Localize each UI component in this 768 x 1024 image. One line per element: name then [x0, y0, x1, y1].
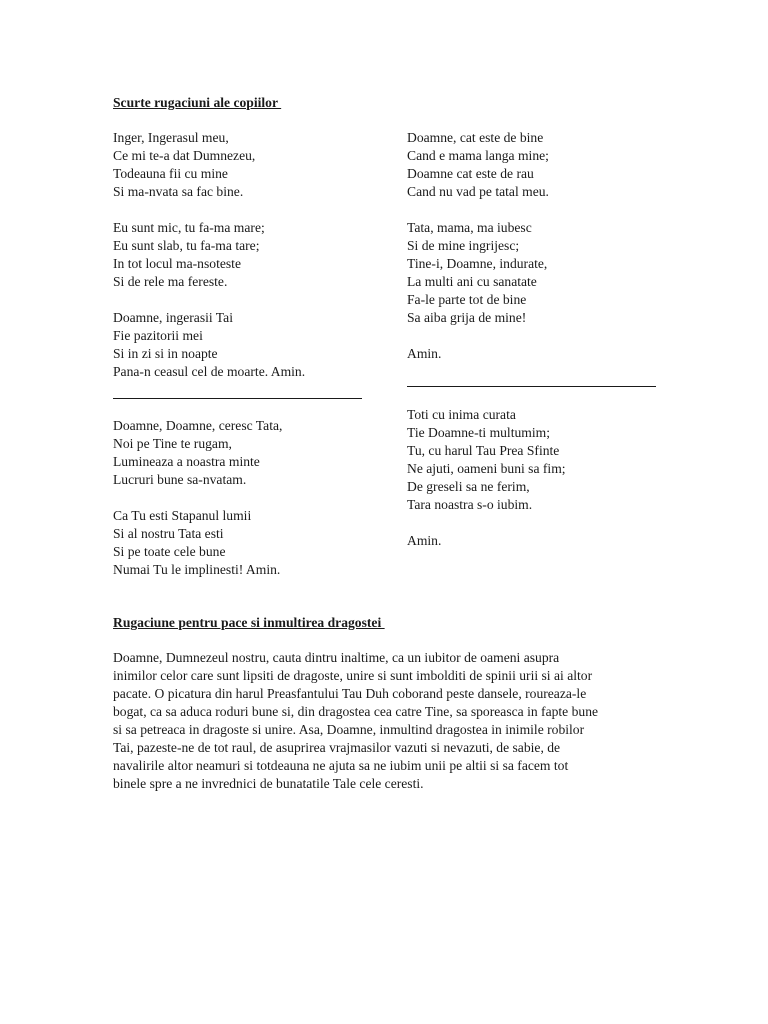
- verse-line: Tine-i, Doamne, indurate,: [407, 256, 548, 271]
- paragraph-line: Doamne, Dumnezeul nostru, cauta dintru inaltime, ca un iubitor de oameni asupra: [113, 650, 560, 665]
- verse-line: Lucruri bune sa-nvatam.: [113, 472, 247, 487]
- paragraph-line: bogat, ca sa aduca roduri bune si, din dragostea cea catre Tine, sa sporeasca in fapte bune: [113, 704, 599, 719]
- paragraph-line: si sa petreaca in dragoste si unire. Asa, Doamne, inmultind dragostea in inimile robilor: [113, 722, 585, 737]
- verse-line: Fie pazitorii mei: [113, 328, 203, 343]
- verse-line: Ca Tu esti Stapanul lumii: [113, 508, 252, 523]
- right-column-part1: [407, 129, 549, 363]
- verse-line: Amin.: [407, 533, 442, 548]
- blank-line: [407, 327, 549, 345]
- right-column-part2: [407, 406, 566, 550]
- blank-line: [113, 201, 305, 219]
- verse-line: Eu sunt slab, tu fa-ma tare;: [113, 238, 260, 253]
- verse-line: Si ma-nvata sa fac bine.: [113, 184, 244, 199]
- blank-line: [113, 291, 305, 309]
- right-column-divider: [407, 386, 656, 387]
- verse-line: Amin.: [407, 346, 442, 361]
- left-column-divider: [113, 398, 362, 399]
- verse-line: Ce mi te-a dat Dumnezeu,: [113, 148, 256, 163]
- blank-line: [407, 514, 566, 532]
- verse-line: In tot locul ma-nsoteste: [113, 256, 241, 271]
- paragraph-line: inimilor celor care sunt lipsiti de dragoste, unire si sunt imbolditi de spinii urii si ai altor: [113, 668, 593, 683]
- verse-line: Lumineaza a noastra minte: [113, 454, 260, 469]
- verse-line: Tara noastra s-o iubim.: [407, 497, 533, 512]
- verse-line: Si in zi si in noapte: [113, 346, 218, 361]
- peace-prayer-paragraph: [113, 649, 653, 793]
- left-column-part1: [113, 129, 305, 381]
- verse-line: Todeauna fii cu mine: [113, 166, 228, 181]
- section-title-children-prayers: Scurte rugaciuni ale copiilor: [113, 95, 282, 110]
- paragraph-line: Tai, pazeste-ne de tot raul, de asuprirea vrajmasilor vazuti si nevazuti, de sabie, de: [113, 740, 561, 755]
- paragraph-line: binele spre a ne invrednici de bunatatile Tale cele ceresti.: [113, 776, 424, 791]
- verse-line: Noi pe Tine te rugam,: [113, 436, 232, 451]
- verse-line: Tie Doamne-ti multumim;: [407, 425, 550, 440]
- verse-line: Tata, mama, ma iubesc: [407, 220, 532, 235]
- verse-line: Doamne, Doamne, ceresc Tata,: [113, 418, 283, 433]
- verse-line: Doamne cat este de rau: [407, 166, 534, 181]
- paragraph-line: navalirile altor neamuri si totdeauna ne ajuta sa ne iubim unii pe altii si sa facem tot: [113, 758, 569, 773]
- left-column-part2: [113, 417, 282, 579]
- verse-line: Cand e mama langa mine;: [407, 148, 549, 163]
- verse-line: Si de mine ingrijesc;: [407, 238, 520, 253]
- verse-line: La multi ani cu sanatate: [407, 274, 537, 289]
- verse-line: Si de rele ma fereste.: [113, 274, 228, 289]
- verse-line: De greseli sa ne ferim,: [407, 479, 530, 494]
- verse-line: Sa aiba grija de mine!: [407, 310, 527, 325]
- verse-line: Si al nostru Tata esti: [113, 526, 224, 541]
- verse-line: Toti cu inima curata: [407, 407, 516, 422]
- verse-line: Fa-le parte tot de bine: [407, 292, 527, 307]
- paragraph-line: pacate. O picatura din harul Preasfantului Tau Duh coborand peste dansele, roureaza-le: [113, 686, 587, 701]
- verse-line: Si pe toate cele bune: [113, 544, 226, 559]
- verse-line: Pana-n ceasul cel de moarte. Amin.: [113, 364, 306, 379]
- blank-line: [407, 201, 549, 219]
- verse-line: Inger, Ingerasul meu,: [113, 130, 229, 145]
- verse-line: Doamne, ingerasii Tai: [113, 310, 233, 325]
- verse-line: Numai Tu le implinesti! Amin.: [113, 562, 281, 577]
- verse-line: Doamne, cat este de bine: [407, 130, 544, 145]
- blank-line: [113, 489, 282, 507]
- verse-line: Ne ajuti, oameni buni sa fim;: [407, 461, 566, 476]
- verse-line: Eu sunt mic, tu fa-ma mare;: [113, 220, 265, 235]
- verse-line: Cand nu vad pe tatal meu.: [407, 184, 549, 199]
- verse-line: Tu, cu harul Tau Prea Sfinte: [407, 443, 560, 458]
- section-title-peace-prayer: Rugaciune pentru pace si inmultirea dragostei: [113, 615, 385, 630]
